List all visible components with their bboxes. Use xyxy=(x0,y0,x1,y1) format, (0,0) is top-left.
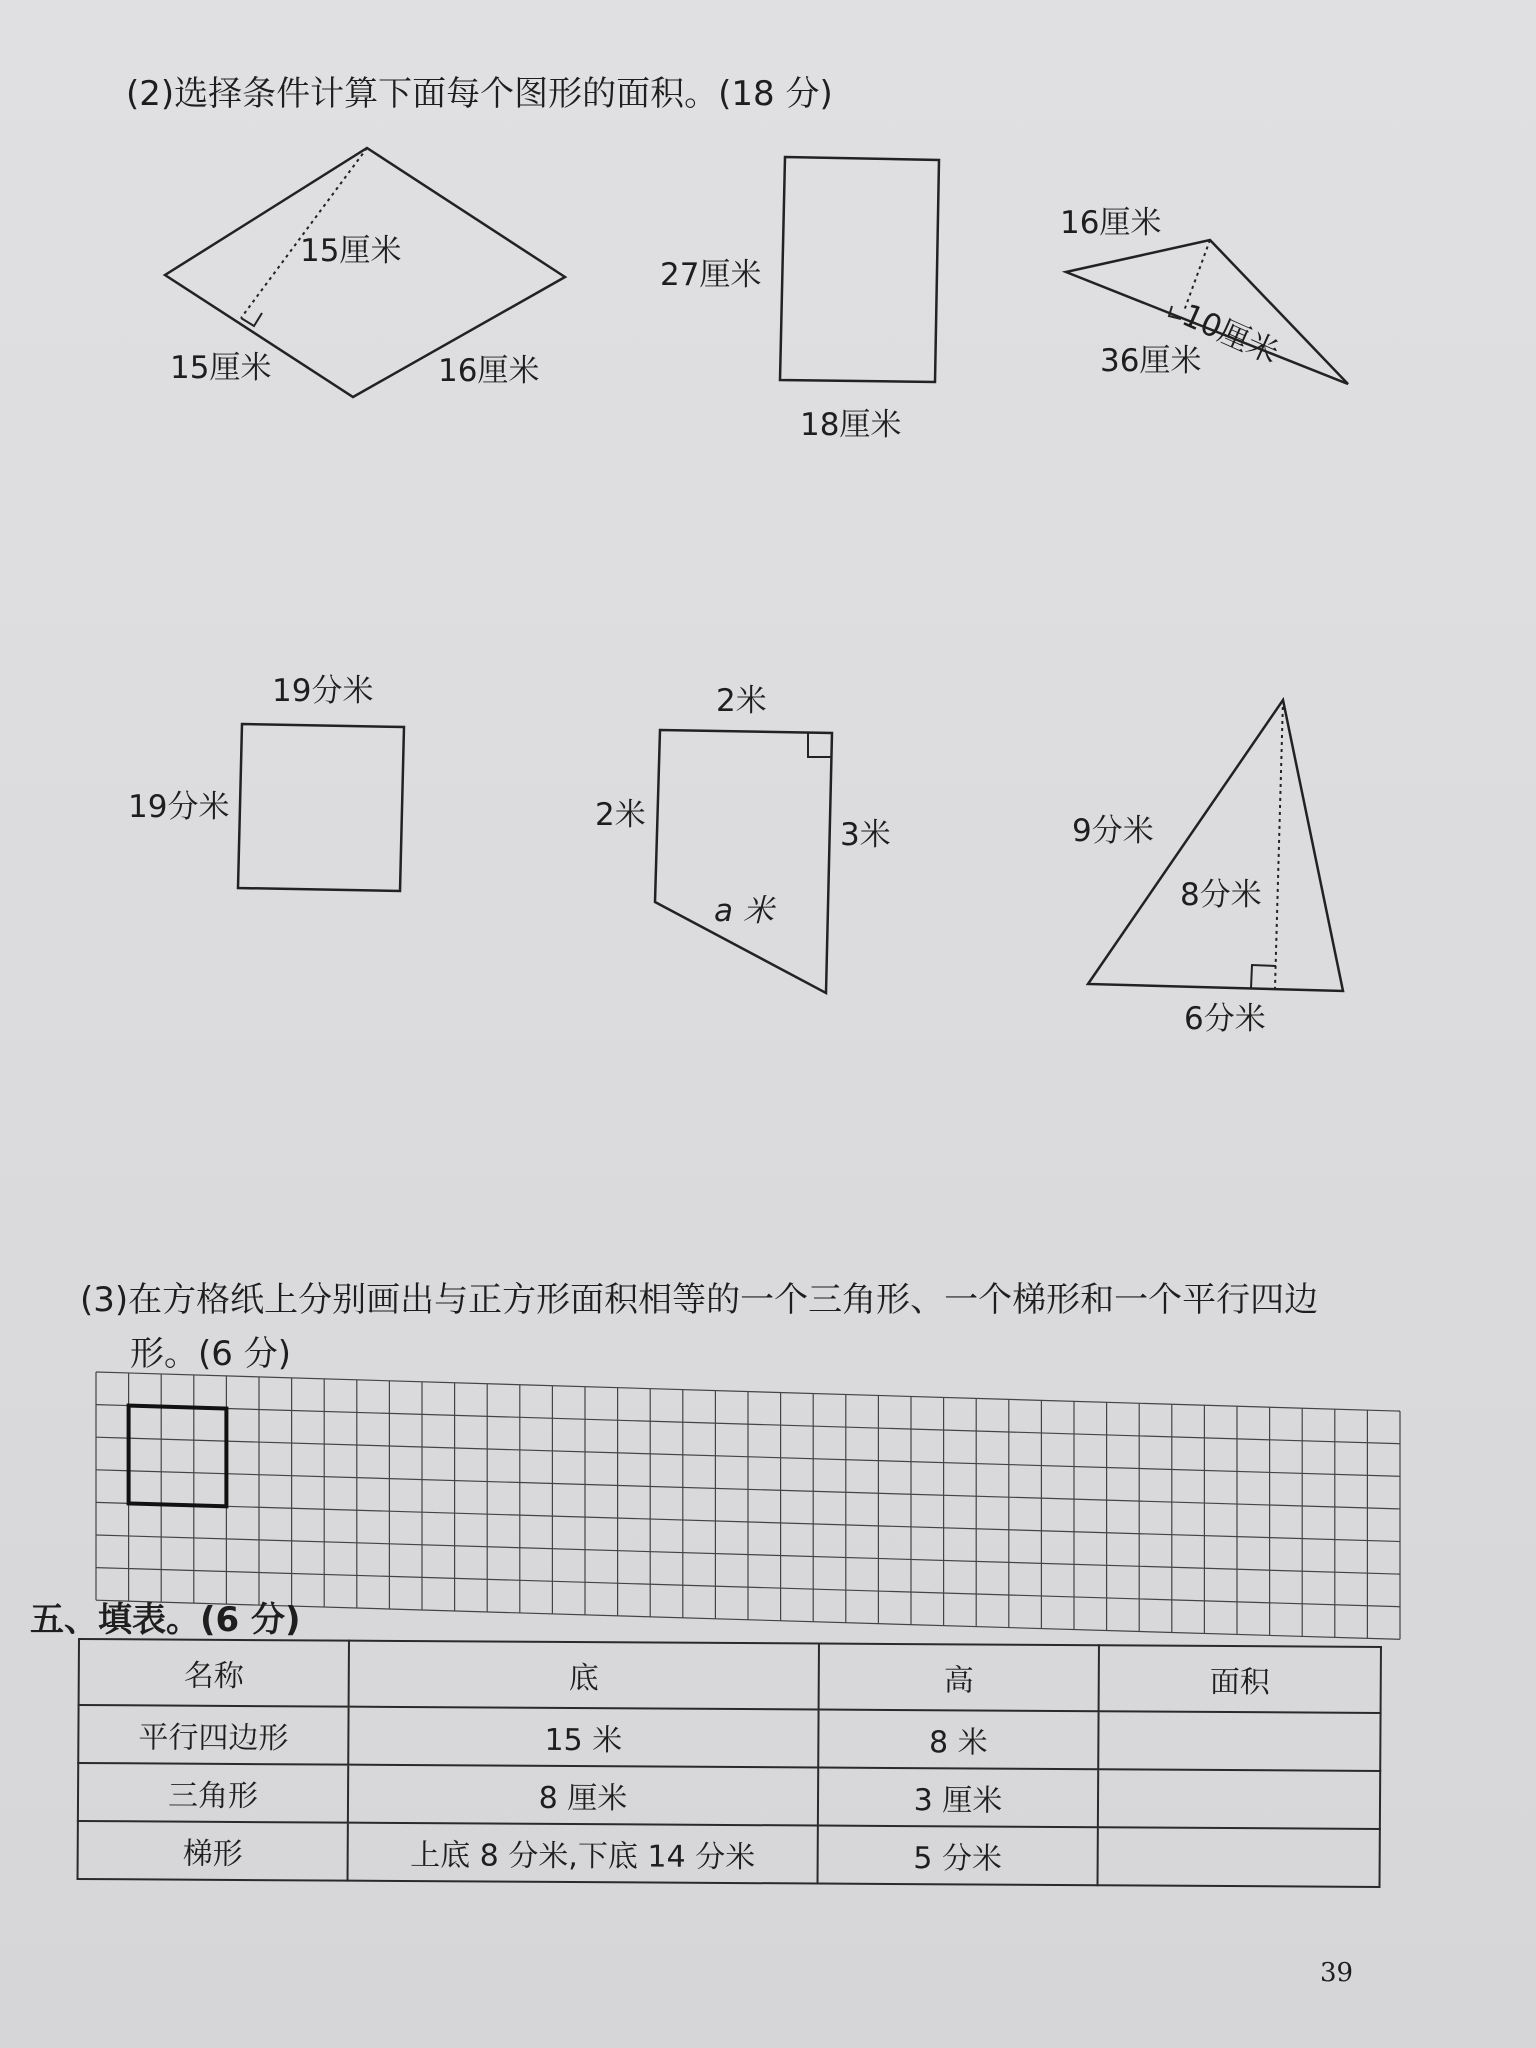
table-row xyxy=(78,1821,1380,1887)
fill-in-table xyxy=(77,1638,1382,1888)
question-3-line1: (3)在方格纸上分别画出与正方形面积相等的一个三角形、一个梯形和一个平行四边 xyxy=(80,1280,1319,1320)
row-base: 8 厘米 xyxy=(348,1765,818,1826)
rectangle-length-label: 27厘米 xyxy=(660,257,762,293)
area-answer-cell[interactable] xyxy=(1098,1711,1380,1771)
parallelogram-base-label: 15厘米 xyxy=(170,350,272,386)
parallelogram-height-label: 15厘米 xyxy=(300,233,402,269)
triangle-base-label: 6分米 xyxy=(1184,1001,1266,1037)
trapezoid-slant-label: a 米 xyxy=(714,893,774,929)
square-left-label: 19分米 xyxy=(128,789,230,825)
trapezoid-left-label: 2米 xyxy=(595,797,646,833)
header-name: 名称 xyxy=(79,1639,349,1707)
header-height: 高 xyxy=(819,1644,1099,1712)
question-2-title: (2)选择条件计算下面每个图形的面积。(18 分) xyxy=(126,74,833,114)
row-name: 梯形 xyxy=(78,1821,348,1881)
triangle-height-label: 8分米 xyxy=(1180,877,1262,913)
row-height: 5 分米 xyxy=(818,1826,1098,1886)
page-number: 39 xyxy=(1320,1958,1354,1988)
trapezoid-top-label: 2米 xyxy=(716,683,767,719)
row-base: 上底 8 分米,下底 14 分米 xyxy=(348,1823,818,1884)
parallelogram-side-label: 16厘米 xyxy=(438,353,540,389)
row-name: 三角形 xyxy=(78,1763,348,1823)
question-3-line2: 形。(6 分) xyxy=(130,1334,291,1374)
area-answer-cell[interactable] xyxy=(1098,1769,1380,1829)
rectangle-width-label: 18厘米 xyxy=(800,407,902,443)
triangle-side-label: 9分米 xyxy=(1072,813,1154,849)
obtuse-triangle-side-label: 16厘米 xyxy=(1060,205,1162,241)
header-area: 面积 xyxy=(1099,1645,1381,1713)
trapezoid-right-label: 3米 xyxy=(840,817,891,853)
reference-square xyxy=(129,1406,227,1507)
table-row xyxy=(78,1763,1380,1829)
obtuse-triangle-base-label: 36厘米 xyxy=(1100,343,1202,379)
obtuse-triangle-height-label: 10厘米 xyxy=(1176,297,1284,372)
question-5-title: 五、填表。(6 分) xyxy=(30,1600,301,1640)
square-top-label: 19分米 xyxy=(272,673,374,709)
table-row xyxy=(78,1705,1380,1771)
header-base: 底 xyxy=(349,1641,819,1710)
row-height: 8 米 xyxy=(818,1710,1098,1770)
area-answer-cell[interactable] xyxy=(1098,1827,1380,1887)
row-base: 15 米 xyxy=(348,1707,818,1768)
row-height: 3 厘米 xyxy=(818,1768,1098,1828)
row-name: 平行四边形 xyxy=(78,1705,348,1765)
